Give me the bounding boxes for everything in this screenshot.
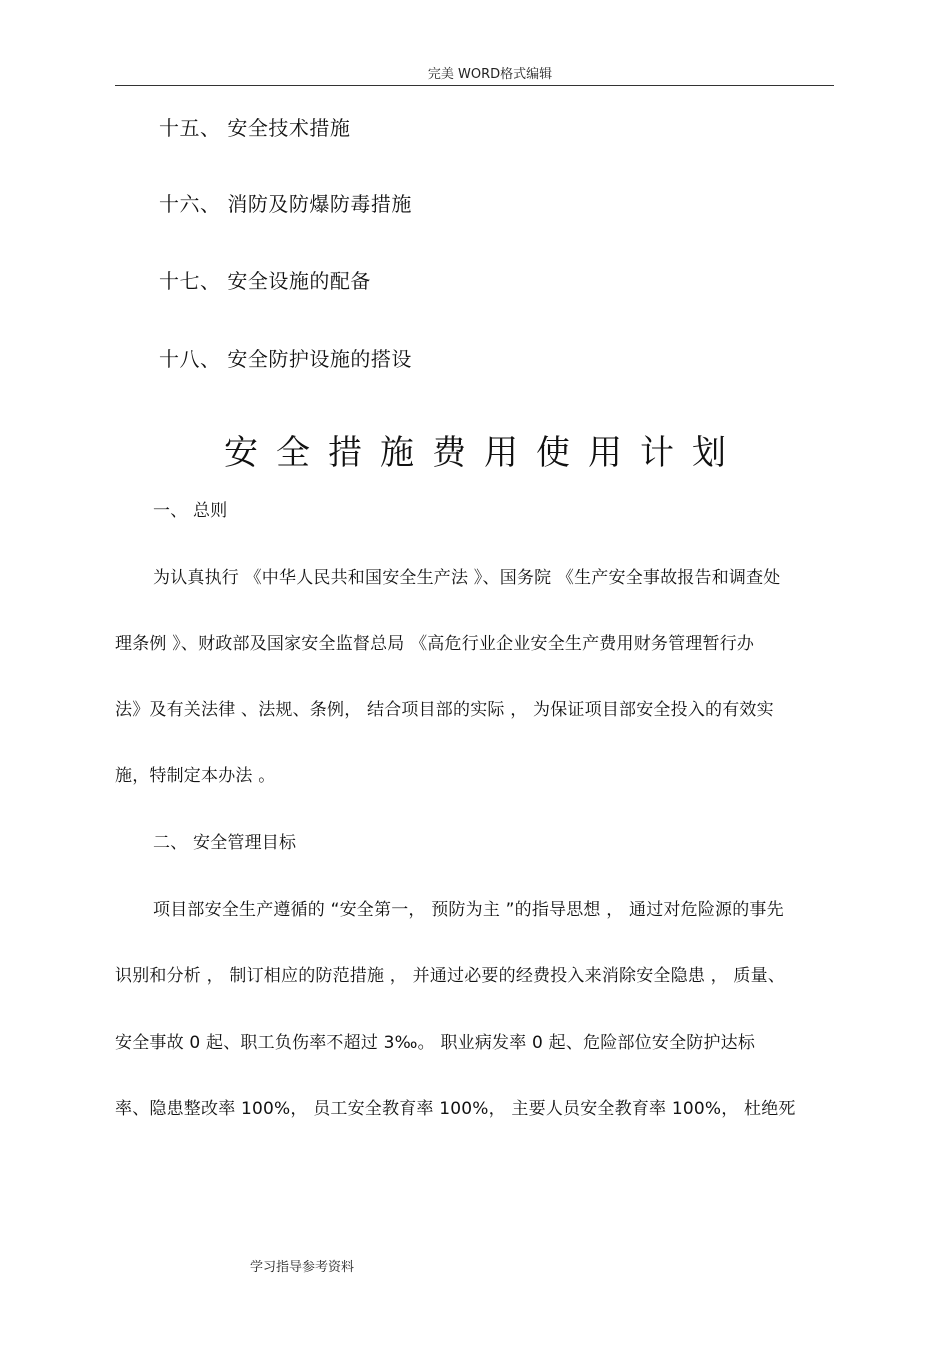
paragraph-line: 施，特制定本办法 。 [115, 766, 276, 786]
paragraph-line: 为认真执行 《中华人民共和国安全生产法 》、国务院 《生产安全事故报告和调查处 [153, 568, 781, 588]
document-title: 安全措施费用使用计划 [224, 433, 744, 473]
paragraph-line: 识别和分析 ， 制订相应的防范措施 ， 并通过必要的经费投入来消除安全隐患 ， 质量、 [115, 966, 786, 986]
toc-item-18: 十八、 安全防护设施的搭设 [159, 347, 412, 371]
toc-item-17: 十七、 安全设施的配备 [159, 269, 371, 293]
section-heading-general: 一、 总则 [153, 501, 228, 521]
paragraph-line: 理条例 》、财政部及国家安全监督总局 《高危行业企业安全生产费用财务管理暂行办 [115, 634, 755, 654]
section-heading-safety-goals: 二、 安全管理目标 [153, 833, 297, 853]
toc-item-16: 十六、 消防及防爆防毒措施 [159, 192, 412, 216]
page-footer: 学习指导参考资料 [250, 1260, 355, 1275]
toc-item-15: 十五、 安全技术措施 [159, 116, 351, 140]
page-header: 完美 WORD格式编辑 [427, 67, 553, 82]
paragraph-line: 率、隐患整改率 100%， 员工安全教育率 100%， 主要人员安全教育率 100%， 杜绝死 [115, 1099, 796, 1119]
header-divider [115, 85, 834, 86]
paragraph-line: 法》及有关法律 、法规、条例， 结合项目部的实际 ， 为保证项目部安全投入的有效实 [115, 700, 774, 720]
paragraph-line: 项目部安全生产遵循的 “安全第一， 预防为主 ”的指导思想 ， 通过对危险源的事先 [153, 900, 784, 920]
paragraph-line: 安全事故 0 起、职工负伤率不超过 3‰。 职业病发率 0 起、危险部位安全防护达标 [115, 1033, 756, 1053]
